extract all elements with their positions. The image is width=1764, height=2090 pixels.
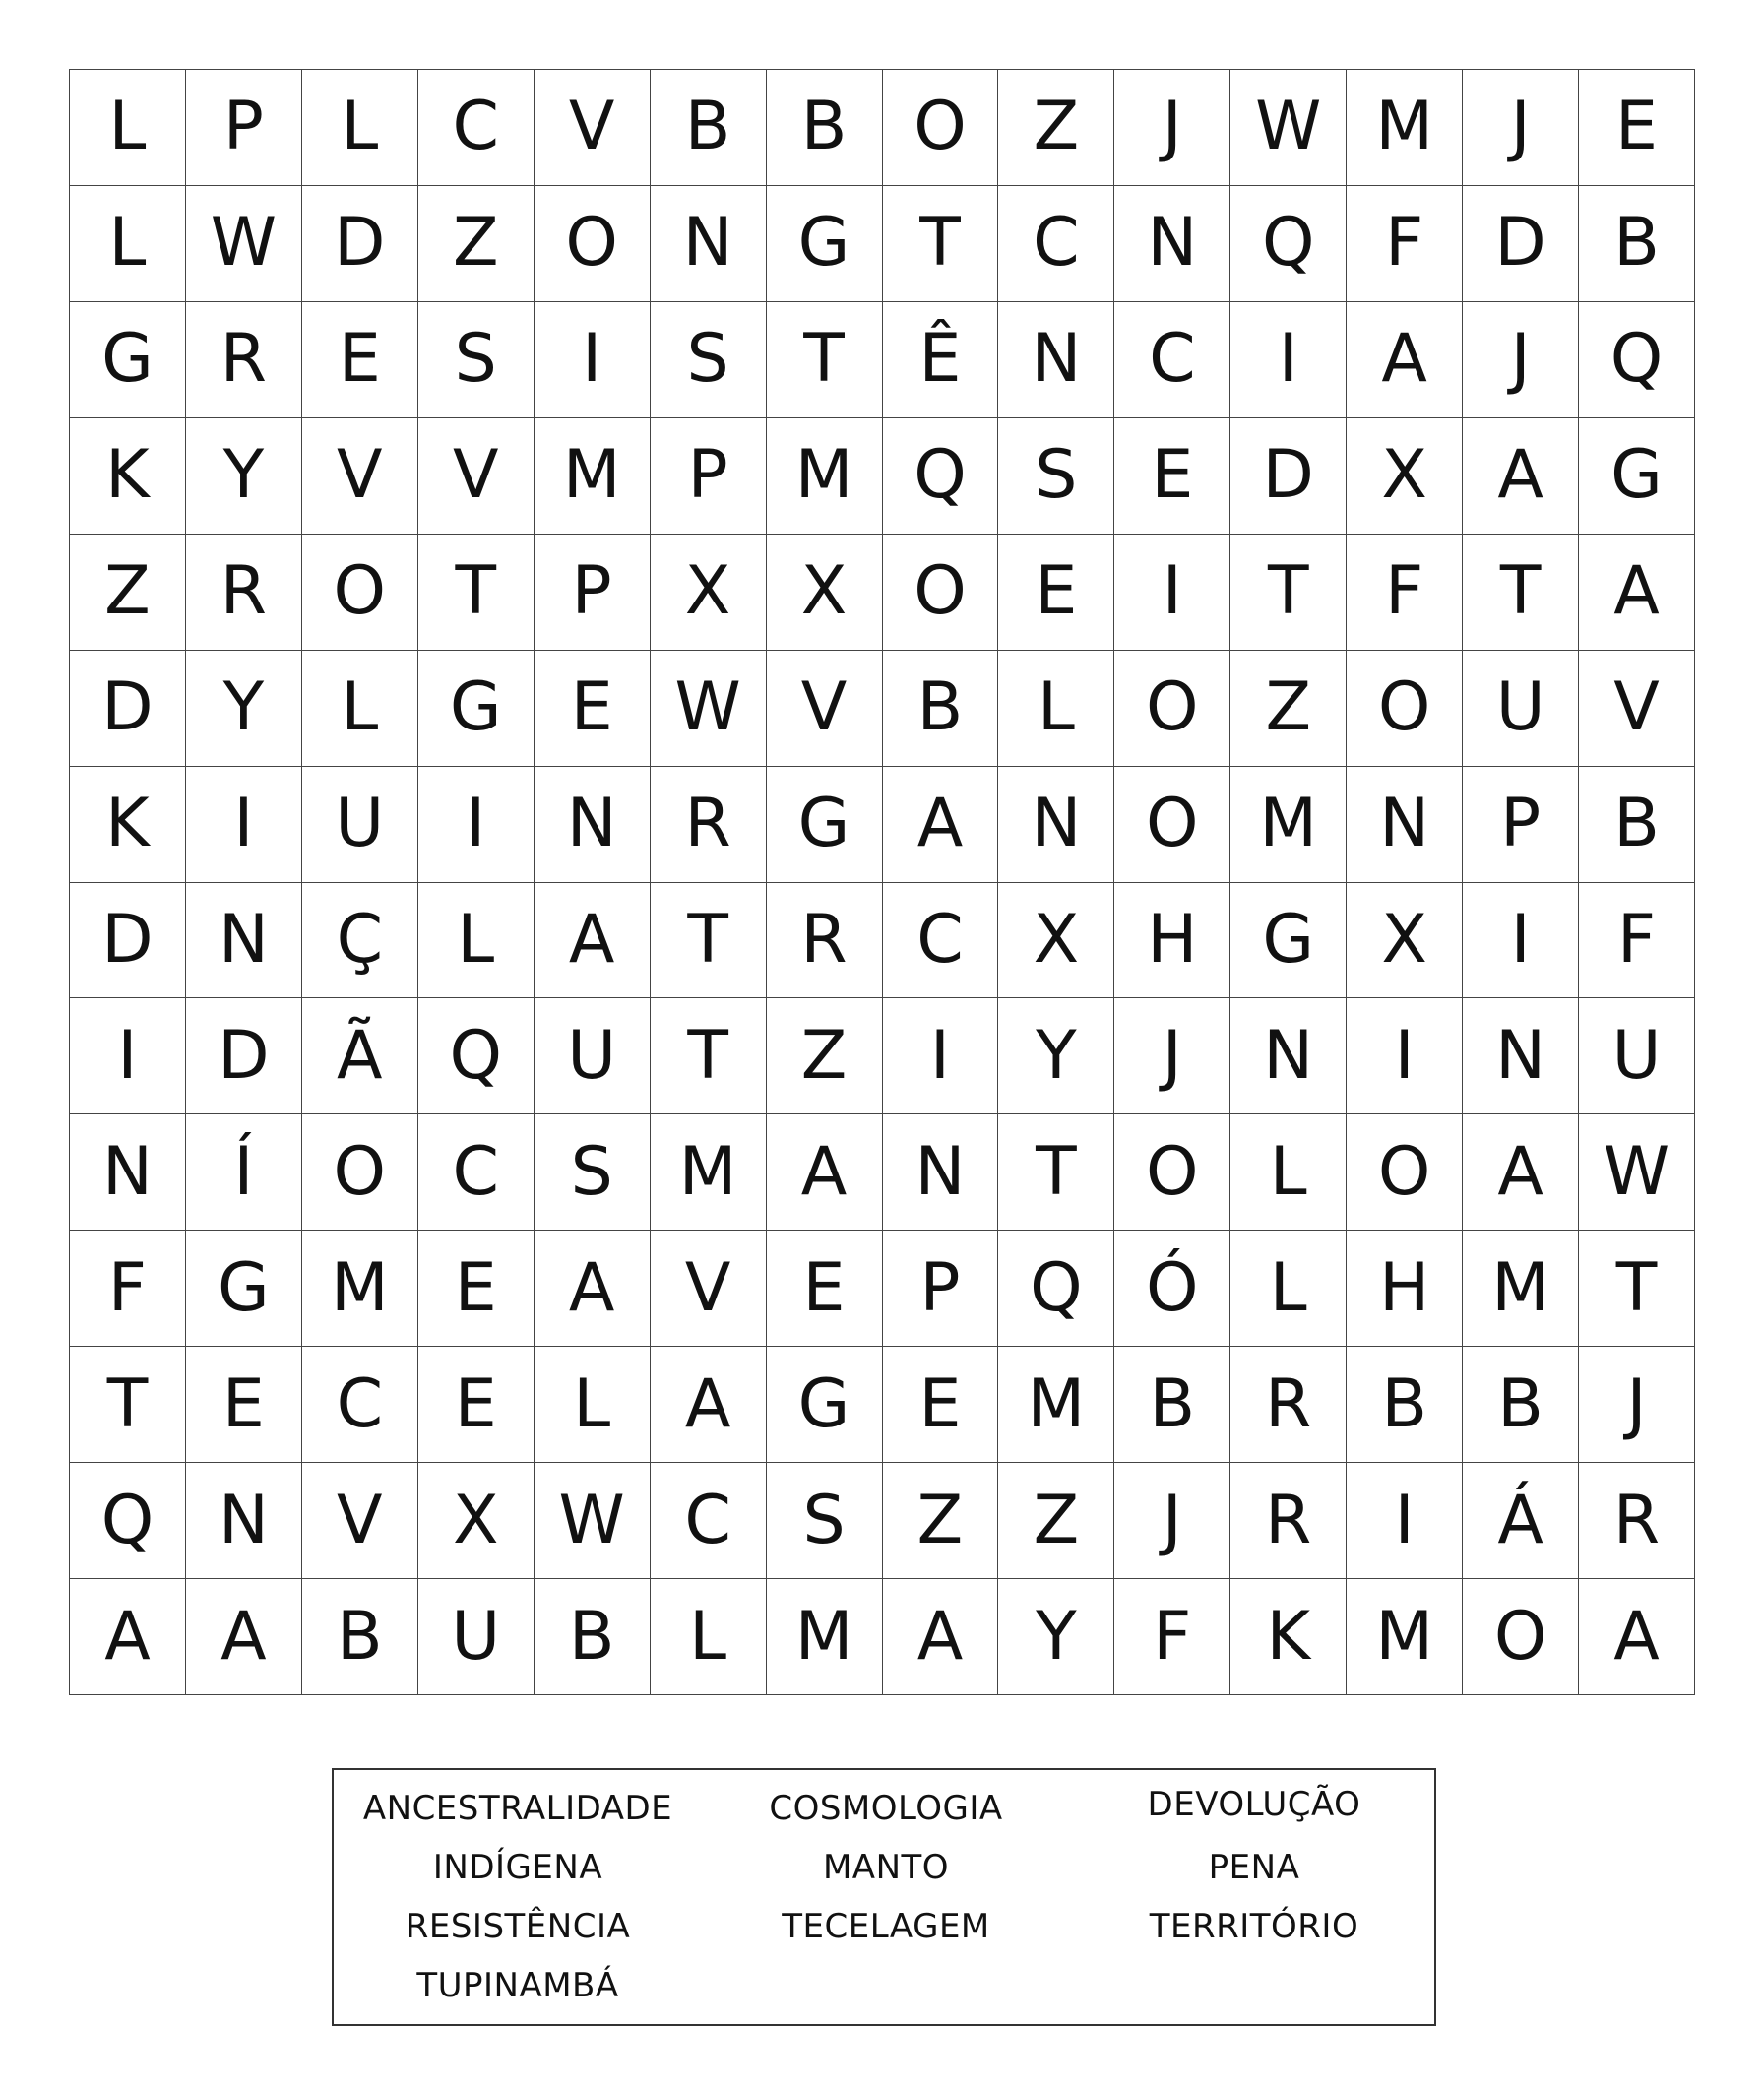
grid-cell[interactable]: O bbox=[883, 70, 999, 186]
grid-cell[interactable]: C bbox=[651, 1463, 767, 1579]
grid-cell[interactable]: M bbox=[1347, 1579, 1463, 1695]
grid-cell[interactable]: C bbox=[418, 70, 535, 186]
grid-cell[interactable]: I bbox=[1347, 998, 1463, 1114]
grid-cell[interactable]: T bbox=[70, 1347, 186, 1463]
grid-cell[interactable]: A bbox=[883, 1579, 999, 1695]
grid-cell[interactable]: Ê bbox=[883, 302, 999, 418]
grid-cell[interactable]: O bbox=[1463, 1579, 1579, 1695]
grid-cell[interactable]: Y bbox=[186, 418, 302, 535]
grid-cell[interactable]: H bbox=[1347, 1231, 1463, 1347]
grid-cell[interactable]: O bbox=[1114, 767, 1230, 883]
grid-cell[interactable]: T bbox=[1463, 535, 1579, 651]
grid-cell[interactable]: U bbox=[1463, 651, 1579, 767]
word-list-box bbox=[332, 1768, 1436, 2026]
word-search-grid bbox=[69, 69, 1695, 1695]
grid-cell[interactable]: A bbox=[1463, 1114, 1579, 1231]
grid-cell[interactable]: I bbox=[418, 767, 535, 883]
grid-cell[interactable]: D bbox=[70, 651, 186, 767]
grid-cell[interactable]: I bbox=[70, 998, 186, 1114]
grid-cell[interactable]: P bbox=[883, 1231, 999, 1347]
word-list-item: COSMOLOGIA bbox=[769, 1789, 1003, 1828]
grid-cell[interactable]: T bbox=[1230, 535, 1347, 651]
grid-cell[interactable]: H bbox=[1114, 883, 1230, 999]
grid-cell[interactable]: B bbox=[535, 1579, 651, 1695]
grid-cell[interactable]: I bbox=[1347, 1463, 1463, 1579]
grid-cell[interactable]: S bbox=[418, 302, 535, 418]
grid-cell[interactable]: F bbox=[1347, 186, 1463, 302]
grid-cell[interactable]: V bbox=[535, 70, 651, 186]
grid-cell[interactable]: Z bbox=[1230, 651, 1347, 767]
grid-cell[interactable]: Z bbox=[418, 186, 535, 302]
grid-cell[interactable]: Q bbox=[418, 998, 535, 1114]
grid-cell[interactable]: W bbox=[1230, 70, 1347, 186]
grid-cell[interactable]: E bbox=[302, 302, 418, 418]
grid-cell[interactable]: I bbox=[1463, 883, 1579, 999]
grid-cell[interactable]: Á bbox=[1463, 1463, 1579, 1579]
grid-cell[interactable]: T bbox=[767, 302, 883, 418]
grid-cell[interactable]: O bbox=[1347, 651, 1463, 767]
grid-cell[interactable]: N bbox=[883, 1114, 999, 1231]
grid-cell[interactable]: A bbox=[883, 767, 999, 883]
grid-cell[interactable]: S bbox=[998, 418, 1114, 535]
grid-cell[interactable]: G bbox=[767, 186, 883, 302]
grid-cell[interactable]: R bbox=[651, 767, 767, 883]
grid-cell[interactable]: S bbox=[767, 1463, 883, 1579]
grid-cell[interactable]: B bbox=[1579, 186, 1695, 302]
grid-cell[interactable]: U bbox=[302, 767, 418, 883]
grid-cell[interactable]: I bbox=[1114, 535, 1230, 651]
grid-cell[interactable]: O bbox=[1114, 651, 1230, 767]
grid-cell[interactable]: B bbox=[1579, 767, 1695, 883]
grid-cell[interactable]: N bbox=[651, 186, 767, 302]
grid-cell[interactable]: D bbox=[70, 883, 186, 999]
grid-cell[interactable]: A bbox=[70, 1579, 186, 1695]
grid-cell[interactable]: T bbox=[651, 883, 767, 999]
grid-cell[interactable]: A bbox=[1463, 418, 1579, 535]
grid-cell[interactable]: P bbox=[186, 70, 302, 186]
grid-cell[interactable]: N bbox=[1114, 186, 1230, 302]
grid-cell[interactable]: D bbox=[186, 998, 302, 1114]
grid-cell[interactable]: U bbox=[535, 998, 651, 1114]
grid-cell[interactable]: E bbox=[883, 1347, 999, 1463]
word-list-item: TERRITÓRIO bbox=[1149, 1907, 1359, 1946]
grid-cell[interactable]: Y bbox=[186, 651, 302, 767]
grid-cell[interactable]: Z bbox=[70, 535, 186, 651]
grid-cell[interactable]: W bbox=[535, 1463, 651, 1579]
grid-cell[interactable]: M bbox=[1463, 1231, 1579, 1347]
grid-cell[interactable]: C bbox=[1114, 302, 1230, 418]
grid-cell[interactable]: N bbox=[998, 302, 1114, 418]
grid-cell[interactable]: K bbox=[70, 767, 186, 883]
grid-cell[interactable]: L bbox=[1230, 1231, 1347, 1347]
grid-cell[interactable]: M bbox=[1347, 70, 1463, 186]
grid-cell[interactable]: V bbox=[767, 651, 883, 767]
word-list-item: DEVOLUÇÃO bbox=[1147, 1785, 1361, 1824]
grid-cell[interactable]: V bbox=[418, 418, 535, 535]
grid-cell[interactable]: A bbox=[651, 1347, 767, 1463]
grid-cell[interactable]: M bbox=[767, 418, 883, 535]
grid-cell[interactable]: M bbox=[535, 418, 651, 535]
grid-cell[interactable]: G bbox=[767, 1347, 883, 1463]
grid-cell[interactable]: R bbox=[1579, 1463, 1695, 1579]
grid-cell[interactable]: Q bbox=[1579, 302, 1695, 418]
grid-cell[interactable]: Ã bbox=[302, 998, 418, 1114]
grid-cell[interactable]: J bbox=[1463, 70, 1579, 186]
word-list-item: ANCESTRALIDADE bbox=[362, 1789, 673, 1828]
grid-cell[interactable]: X bbox=[418, 1463, 535, 1579]
grid-cell[interactable]: Í bbox=[186, 1114, 302, 1231]
grid-cell[interactable]: V bbox=[651, 1231, 767, 1347]
grid-cell[interactable]: P bbox=[1463, 767, 1579, 883]
grid-cell[interactable]: Q bbox=[883, 418, 999, 535]
grid-cell[interactable]: P bbox=[535, 535, 651, 651]
grid-cell[interactable]: S bbox=[535, 1114, 651, 1231]
grid-cell[interactable]: M bbox=[651, 1114, 767, 1231]
grid-cell[interactable]: E bbox=[998, 535, 1114, 651]
grid-cell[interactable]: L bbox=[302, 70, 418, 186]
grid-cell[interactable]: N bbox=[998, 767, 1114, 883]
grid-cell[interactable]: O bbox=[302, 535, 418, 651]
grid-cell[interactable]: V bbox=[302, 418, 418, 535]
grid-cell[interactable]: K bbox=[1230, 1579, 1347, 1695]
grid-cell[interactable]: M bbox=[1230, 767, 1347, 883]
grid-cell[interactable]: N bbox=[1230, 998, 1347, 1114]
grid-cell[interactable]: J bbox=[1114, 1463, 1230, 1579]
grid-cell[interactable]: O bbox=[535, 186, 651, 302]
grid-cell[interactable]: A bbox=[1579, 1579, 1695, 1695]
grid-cell[interactable]: R bbox=[186, 535, 302, 651]
grid-cell[interactable]: Q bbox=[1230, 186, 1347, 302]
grid-cell[interactable]: D bbox=[1230, 418, 1347, 535]
grid-cell[interactable]: M bbox=[998, 1347, 1114, 1463]
grid-cell[interactable]: R bbox=[186, 302, 302, 418]
grid-cell[interactable]: Q bbox=[998, 1231, 1114, 1347]
grid-cell[interactable]: E bbox=[418, 1231, 535, 1347]
grid-cell[interactable]: M bbox=[302, 1231, 418, 1347]
grid-cell[interactable]: Ç bbox=[302, 883, 418, 999]
word-list-item: RESISTÊNCIA bbox=[405, 1907, 631, 1946]
word-list-item: PENA bbox=[1208, 1848, 1300, 1887]
grid-cell[interactable]: A bbox=[535, 1231, 651, 1347]
grid-cell[interactable]: E bbox=[186, 1347, 302, 1463]
grid-cell[interactable]: A bbox=[535, 883, 651, 999]
grid-cell[interactable]: L bbox=[302, 651, 418, 767]
grid-cell[interactable]: C bbox=[302, 1347, 418, 1463]
grid-cell[interactable]: L bbox=[70, 186, 186, 302]
grid-cell[interactable]: I bbox=[186, 767, 302, 883]
grid-cell[interactable]: I bbox=[883, 998, 999, 1114]
grid-cell[interactable]: J bbox=[1579, 1347, 1695, 1463]
grid-cell[interactable]: D bbox=[1463, 186, 1579, 302]
grid-cell[interactable]: S bbox=[651, 302, 767, 418]
grid-cell[interactable]: G bbox=[767, 767, 883, 883]
grid-cell[interactable]: O bbox=[1114, 1114, 1230, 1231]
grid-cell[interactable]: E bbox=[767, 1231, 883, 1347]
grid-cell[interactable]: W bbox=[1579, 1114, 1695, 1231]
grid-cell[interactable]: Z bbox=[998, 70, 1114, 186]
grid-cell[interactable]: B bbox=[302, 1579, 418, 1695]
grid-cell[interactable]: B bbox=[1463, 1347, 1579, 1463]
grid-cell[interactable]: F bbox=[70, 1231, 186, 1347]
grid-cell[interactable]: X bbox=[1347, 418, 1463, 535]
word-list-item: INDÍGENA bbox=[432, 1848, 603, 1887]
grid-cell[interactable]: Y bbox=[998, 998, 1114, 1114]
grid-cell[interactable]: N bbox=[186, 883, 302, 999]
grid-cell[interactable]: W bbox=[651, 651, 767, 767]
grid-cell[interactable]: F bbox=[1579, 883, 1695, 999]
grid-cell[interactable]: O bbox=[1347, 1114, 1463, 1231]
grid-cell[interactable]: D bbox=[302, 186, 418, 302]
grid-cell[interactable]: R bbox=[1230, 1463, 1347, 1579]
grid-cell[interactable]: J bbox=[1463, 302, 1579, 418]
grid-cell[interactable]: M bbox=[767, 1579, 883, 1695]
grid-cell[interactable]: G bbox=[1579, 418, 1695, 535]
grid-cell[interactable]: G bbox=[1230, 883, 1347, 999]
grid-cell[interactable]: Y bbox=[998, 1579, 1114, 1695]
grid-cell[interactable]: E bbox=[1114, 418, 1230, 535]
grid-cell[interactable]: X bbox=[767, 535, 883, 651]
grid-cell[interactable]: L bbox=[998, 651, 1114, 767]
grid-cell[interactable]: J bbox=[1114, 998, 1230, 1114]
grid-cell[interactable]: T bbox=[651, 998, 767, 1114]
grid-cell[interactable]: A bbox=[767, 1114, 883, 1231]
grid-cell[interactable]: O bbox=[883, 535, 999, 651]
grid-cell[interactable]: N bbox=[535, 767, 651, 883]
grid-cell[interactable]: F bbox=[1347, 535, 1463, 651]
grid-cell[interactable]: C bbox=[883, 883, 999, 999]
grid-cell[interactable]: E bbox=[418, 1347, 535, 1463]
grid-cell[interactable]: L bbox=[418, 883, 535, 999]
grid-cell[interactable]: I bbox=[1230, 302, 1347, 418]
grid-cell[interactable]: X bbox=[1347, 883, 1463, 999]
word-list-item: TECELAGEM bbox=[782, 1907, 990, 1946]
word-list-item: TUPINAMBÁ bbox=[416, 1966, 619, 2005]
grid-cell[interactable]: N bbox=[70, 1114, 186, 1231]
grid-cell[interactable]: T bbox=[1579, 1231, 1695, 1347]
grid-cell[interactable]: A bbox=[1579, 535, 1695, 651]
grid-cell[interactable]: X bbox=[998, 883, 1114, 999]
grid-cell[interactable]: B bbox=[1114, 1347, 1230, 1463]
grid-cell[interactable]: B bbox=[883, 651, 999, 767]
grid-cell[interactable]: A bbox=[1347, 302, 1463, 418]
grid-cell[interactable]: V bbox=[302, 1463, 418, 1579]
grid-cell[interactable]: G bbox=[70, 302, 186, 418]
grid-cell[interactable]: Ó bbox=[1114, 1231, 1230, 1347]
grid-cell[interactable]: P bbox=[651, 418, 767, 535]
grid-cell[interactable]: W bbox=[186, 186, 302, 302]
grid-cell[interactable]: A bbox=[186, 1579, 302, 1695]
grid-cell[interactable]: Z bbox=[998, 1463, 1114, 1579]
grid-cell[interactable]: L bbox=[651, 1579, 767, 1695]
grid-cell[interactable]: R bbox=[1230, 1347, 1347, 1463]
grid-cell[interactable]: R bbox=[767, 883, 883, 999]
grid-cell[interactable]: O bbox=[302, 1114, 418, 1231]
grid-cell[interactable]: G bbox=[186, 1231, 302, 1347]
grid-cell[interactable]: B bbox=[767, 70, 883, 186]
grid-cell[interactable]: N bbox=[1347, 767, 1463, 883]
grid-cell[interactable]: L bbox=[535, 1347, 651, 1463]
grid-cell[interactable]: I bbox=[535, 302, 651, 418]
grid-cell[interactable]: C bbox=[418, 1114, 535, 1231]
grid-cell[interactable]: L bbox=[70, 70, 186, 186]
grid-cell[interactable]: Q bbox=[70, 1463, 186, 1579]
grid-cell[interactable]: L bbox=[1230, 1114, 1347, 1231]
grid-cell[interactable]: N bbox=[1463, 998, 1579, 1114]
grid-cell[interactable]: J bbox=[1114, 70, 1230, 186]
grid-cell[interactable]: E bbox=[535, 651, 651, 767]
grid-cell[interactable]: B bbox=[1347, 1347, 1463, 1463]
grid-cell[interactable]: U bbox=[1579, 998, 1695, 1114]
grid-cell[interactable]: N bbox=[186, 1463, 302, 1579]
grid-cell[interactable]: T bbox=[418, 535, 535, 651]
grid-cell[interactable]: X bbox=[651, 535, 767, 651]
grid-cell[interactable]: Z bbox=[883, 1463, 999, 1579]
grid-cell[interactable]: K bbox=[70, 418, 186, 535]
word-list-item: MANTO bbox=[822, 1848, 950, 1887]
grid-cell[interactable]: F bbox=[1114, 1579, 1230, 1695]
grid-cell[interactable]: E bbox=[1579, 70, 1695, 186]
grid-cell[interactable]: T bbox=[883, 186, 999, 302]
grid-cell[interactable]: T bbox=[998, 1114, 1114, 1231]
grid-cell[interactable]: V bbox=[1579, 651, 1695, 767]
grid-cell[interactable]: B bbox=[651, 70, 767, 186]
grid-cell[interactable]: G bbox=[418, 651, 535, 767]
grid-cell[interactable]: U bbox=[418, 1579, 535, 1695]
grid-cell[interactable]: C bbox=[998, 186, 1114, 302]
grid-cell[interactable]: Z bbox=[767, 998, 883, 1114]
